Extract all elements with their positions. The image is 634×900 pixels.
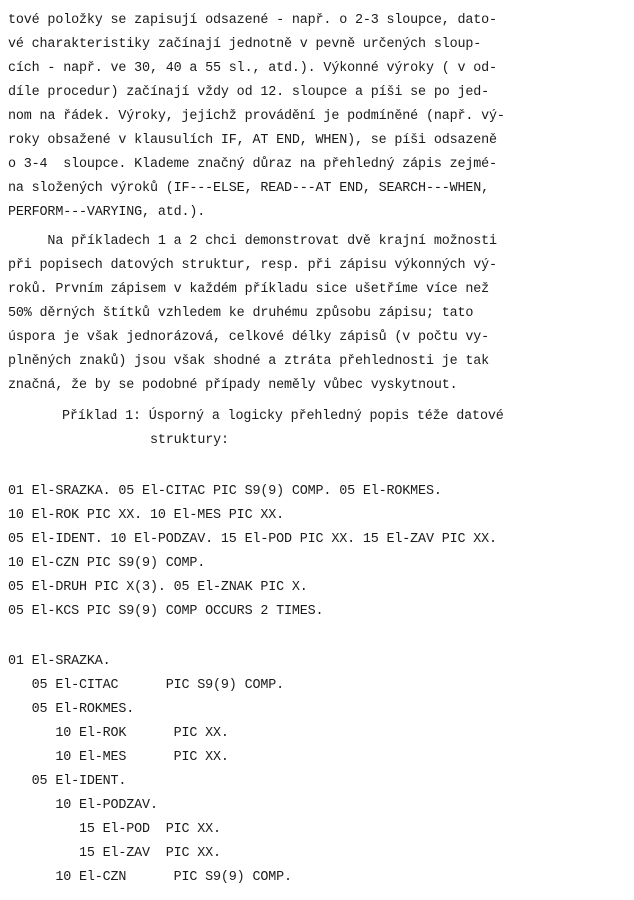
code-line: 10 El-CZN PIC S9(9) COMP. [8, 556, 206, 571]
paragraph-line: vé charakteristiky začínají jednotně v pevně určených sloup- [8, 37, 482, 52]
paragraph-line: úspora je však jednorázová, celkové délky zápisů (v počtu vy- [8, 330, 490, 345]
code-line: 15 El-POD PIC XX. [8, 822, 221, 837]
code-line: 15 El-ZAV PIC XX. [8, 846, 221, 861]
paragraph-line: plněných znaků) jsou však shodné a ztráta přehlednosti je tak [8, 354, 490, 369]
paragraph-line: při popisech datových struktur, resp. při zápisu výkonných vý- [8, 258, 497, 273]
code-line: 05 El-KCS PIC S9(9) COMP OCCURS 2 TIMES. [8, 604, 324, 619]
code-line: 10 El-PODZAV. [8, 798, 158, 813]
example-heading: struktury: [150, 433, 229, 448]
code-line: 10 El-MES PIC XX. [8, 750, 229, 765]
code-line: 01 El-SRAZKA. 05 El-CITAC PIC S9(9) COMP. 05 El-ROKMES. [8, 484, 442, 499]
code-line: 10 El-ROK PIC XX. 10 El-MES PIC XX. [8, 508, 284, 523]
code-line: 10 El-ROK PIC XX. [8, 726, 229, 741]
paragraph-line: Na příkladech 1 a 2 chci demonstrovat dvě krajní možnosti [8, 234, 497, 249]
example-heading: Příklad 1: Úsporný a logicky přehledný popis téže datové [62, 409, 504, 424]
code-line: 01 El-SRAZKA. [8, 654, 111, 669]
paragraph-line: roků. Prvním zápisem v každém příkladu sice ušetříme více než [8, 282, 490, 297]
paragraph-line: značná, že by se podobné případy neměly vůbec vyskytnout. [8, 378, 458, 393]
code-line: 05 El-DRUH PIC X(3). 05 El-ZNAK PIC X. [8, 580, 308, 595]
paragraph-line: nom na řádek. Výroky, jejichž provádění je podmíněné (např. vý- [8, 109, 505, 124]
paragraph-line: PERFORM---VARYING, atd.). [8, 205, 206, 220]
paragraph-line: o 3-4 sloupce. Klademe značný důraz na přehledný zápis zejmé- [8, 157, 497, 172]
paragraph-line: díle procedur) začínají vždy od 12. sloupce a píši se po jed- [8, 85, 490, 100]
code-line: 10 El-CZN PIC S9(9) COMP. [8, 870, 292, 885]
paragraph-line: na složených výroků (IF---ELSE, READ---AT END, SEARCH---WHEN, [8, 181, 490, 196]
paragraph-line: cích - např. ve 30, 40 a 55 sl., atd.). Výkonné výroky ( v od- [8, 61, 497, 76]
paragraph-line: 50% děrných štítků vzhledem ke druhému způsobu zápisu; tato [8, 306, 474, 321]
paragraph-line: roky obsažené v klausulích IF, AT END, WHEN), se píši odsazeně [8, 133, 497, 148]
code-line: 05 El-IDENT. [8, 774, 127, 789]
code-line: 05 El-CITAC PIC S9(9) COMP. [8, 678, 284, 693]
code-line: 05 El-IDENT. 10 El-PODZAV. 15 El-POD PIC XX. 15 El-ZAV PIC XX. [8, 532, 497, 547]
code-line: 05 El-ROKMES. [8, 702, 135, 717]
paragraph-line: tové položky se zapisují odsazené - např. o 2-3 sloupce, dato- [8, 13, 497, 28]
